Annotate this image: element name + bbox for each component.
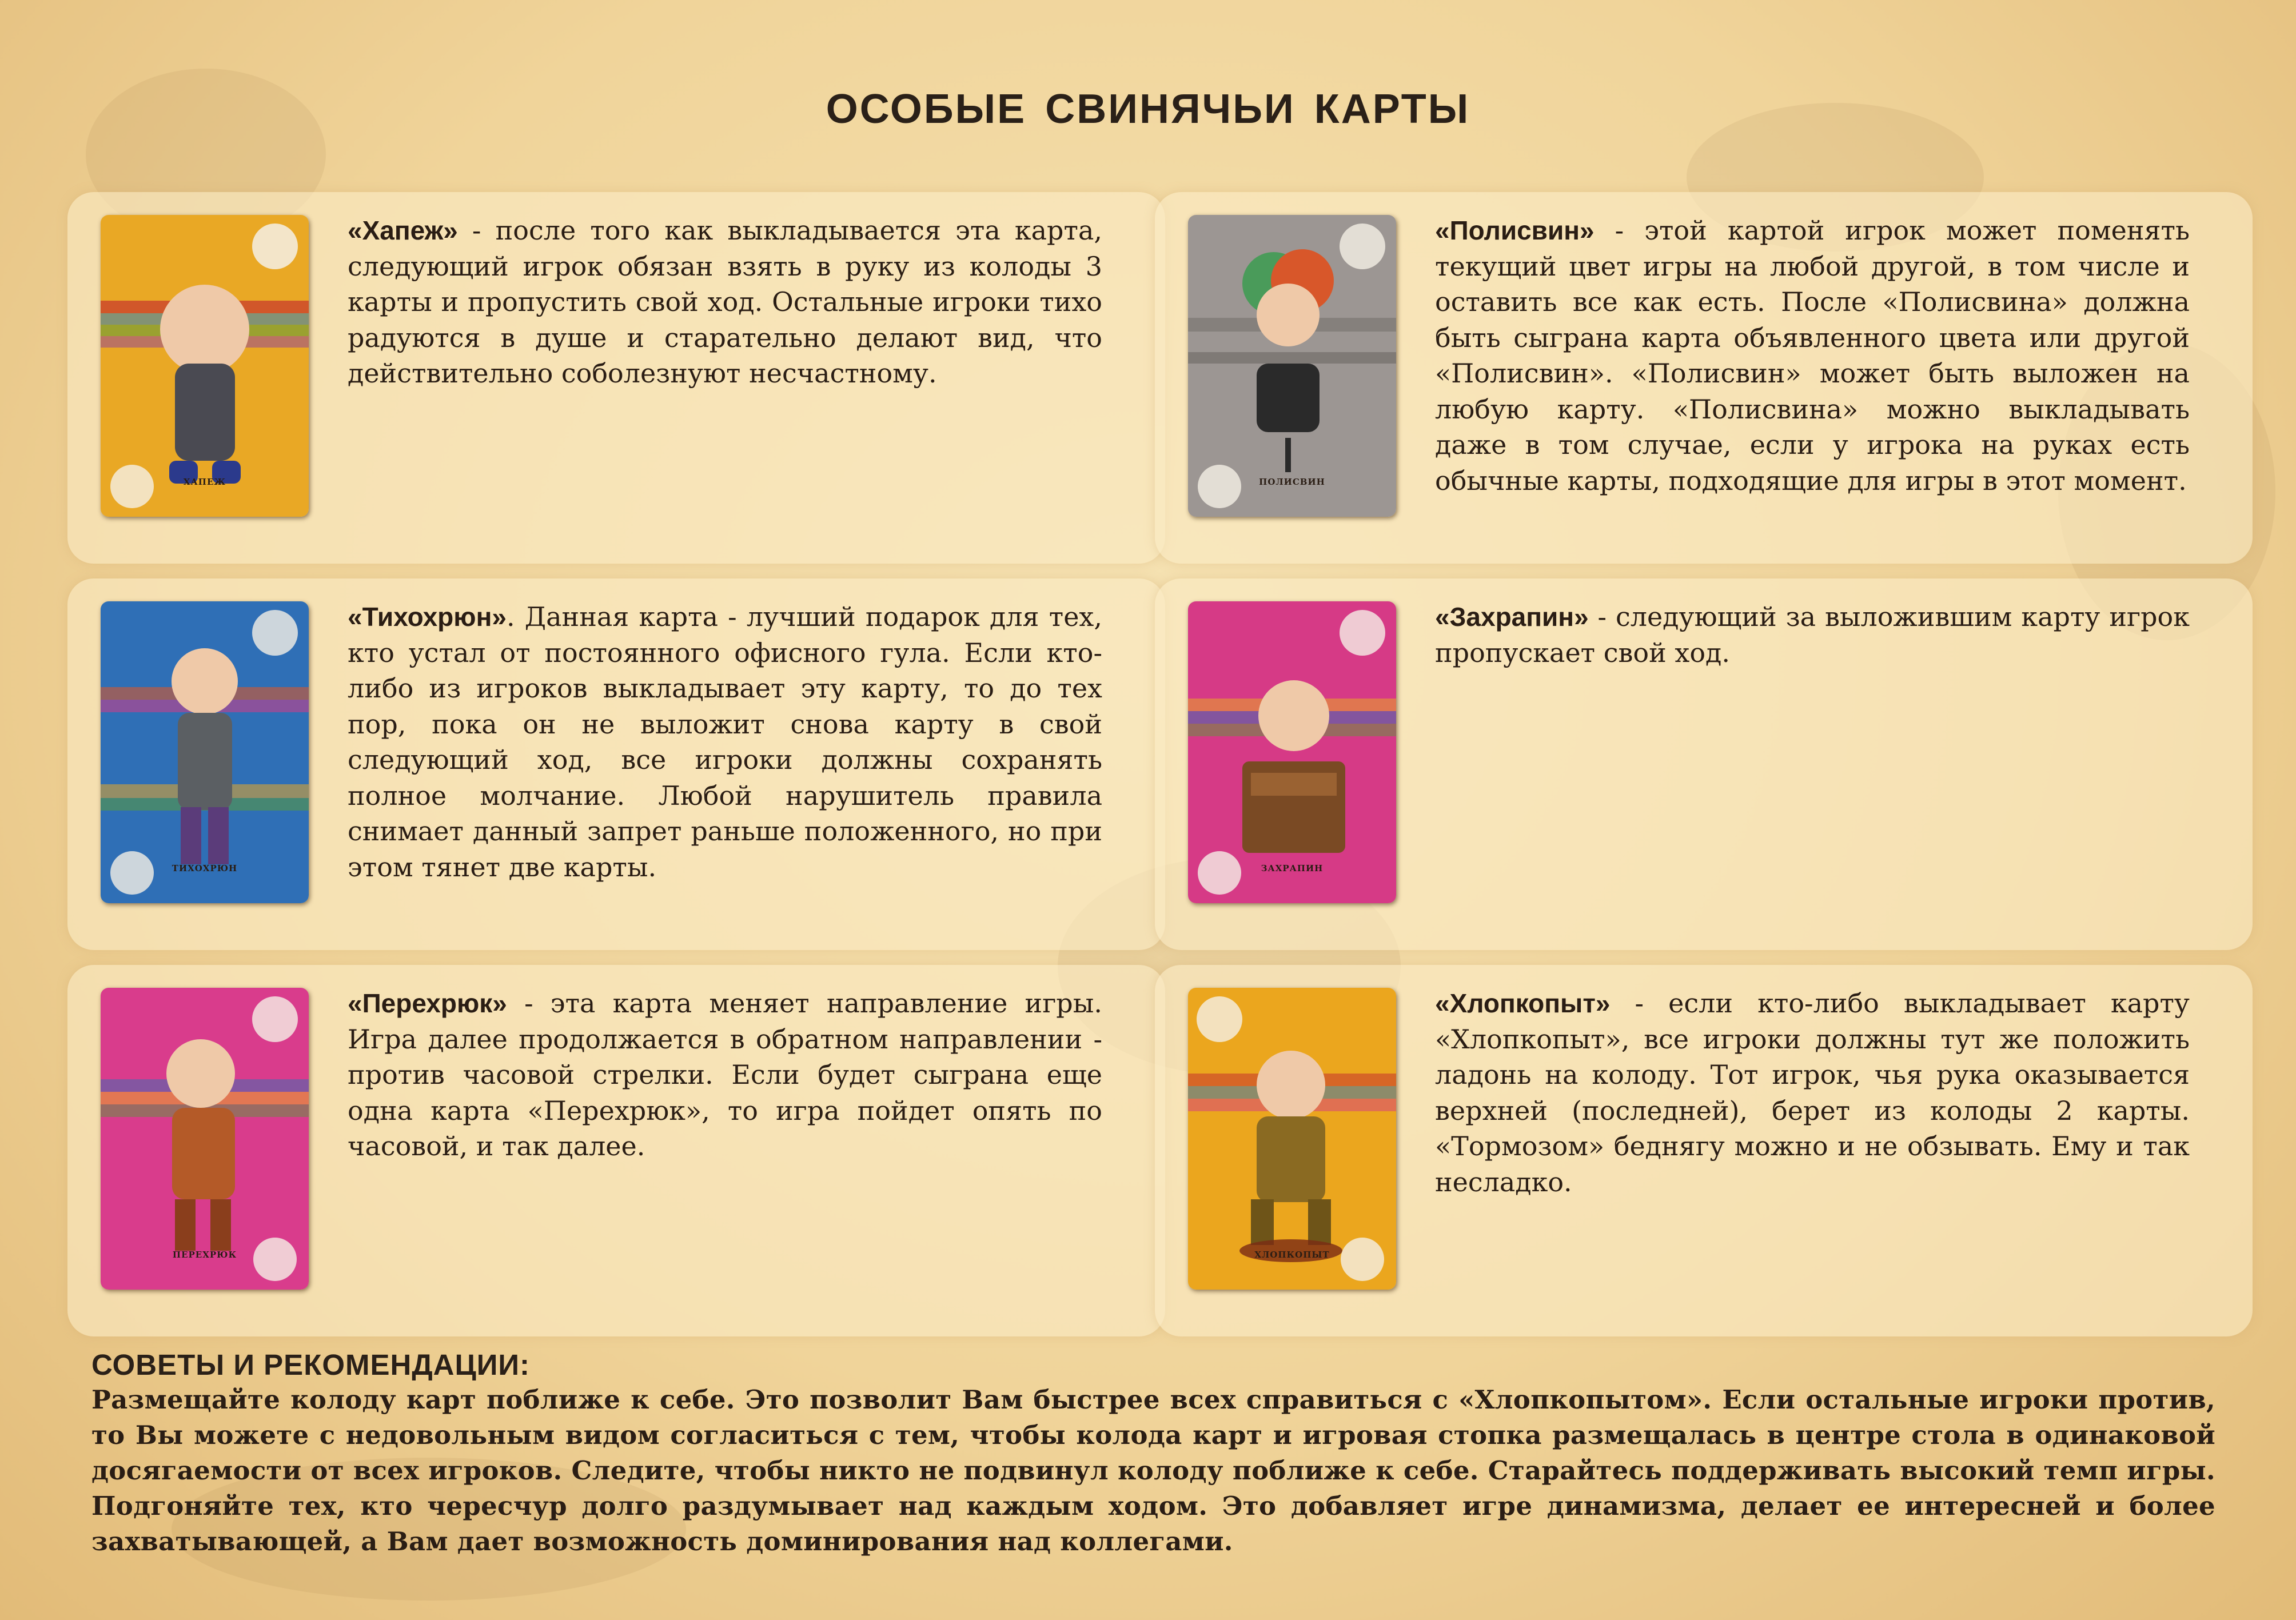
- card-label: ПОЛИСВИН: [1259, 477, 1325, 487]
- card-description: [1435, 985, 2190, 1200]
- card-name: «Перехрюк»: [348, 988, 507, 1018]
- card-label: ХЛОПКОПЫТ: [1254, 1250, 1330, 1260]
- card-panel-tihohryun: [67, 578, 1165, 950]
- card-label: ПЕРЕХРЮК: [172, 1250, 237, 1260]
- card-text: - следующий за выложившим карту игрок пропускает свой ход.: [1435, 601, 2190, 668]
- card-panel-hapezh: [67, 192, 1165, 564]
- card-illustration: [101, 215, 309, 517]
- card-label: ХАПЕЖ: [183, 477, 226, 487]
- card-name: «Полисвин»: [1435, 216, 1595, 245]
- card-panel-polisvin: [1155, 192, 2253, 564]
- tips-text: Размещайте колоду карт поближе к себе. Это позволит Вам быстрее всех справиться с «Хлопкопытом». Если остальные игроки против, то Вы можете с недовольным видом согласиться с тем, чтобы колода карт и игровая стопка размещалась в центре стола в одинаковой досягаемости от всех игроков. Следите, чтобы никто не подвинул колоду поближе к себе. Старайтесь поддерживать высокий темп игры. Подгоняйте тех, кто чересчур долго раздумывает над каждым ходом. Это добавляет игре динамизма, делает ее интересней и более захватывающей, а Вам дает возможность доминирования над коллегами.: [91, 1384, 2215, 1557]
- card-image-polisvin: [1188, 215, 1396, 517]
- card-illustration: [1188, 988, 1396, 1290]
- card-description: [1435, 213, 2190, 498]
- card-label: ТИХОХРЮН: [172, 863, 238, 873]
- card-illustration: [101, 988, 309, 1290]
- card-text: . Данная карта - лучший подарок для тех, кто устал от постоянного офисного гула. Если кто-либо из игроков выкладывает эту карту, то до тех пор, пока он не выложит снова карту в свой следующий ход, все игроки должны сохранять полное молчание. Любой нарушитель правила снимает данный запрет раньше положенного, но при этом тянет две карты.: [348, 601, 1102, 883]
- card-text: - если кто-либо выкладывает карту «Хлопкопыт», все игроки должны тут же положить ладонь на колоду. Тот игрок, чья рука оказывается верхней (последней), берет из колоды 2 карты. «Тормозом» беднягу можно и не обзывать. Ему и так несладко.: [1435, 988, 2190, 1198]
- card-text: - после того как выкладывается эта карта, следующий игрок обязан взять в руку из колоды 3 карты и пропустить свой ход. Остальные игроки тихо радуются в душе и старательно делают вид, что действительно соболезнуют несчастному.: [348, 215, 1102, 389]
- card-label: ЗАХРАПИН: [1261, 863, 1324, 873]
- tips-heading: СОВЕТЫ И РЕКОМЕНДАЦИИ:: [91, 1348, 531, 1381]
- card-illustration: [1188, 601, 1396, 903]
- card-image-hapezh: [101, 215, 309, 517]
- card-illustration: [1188, 215, 1396, 517]
- card-name: «Хапеж»: [348, 216, 458, 245]
- card-description: [348, 213, 1102, 392]
- card-panel-perehryuk: [67, 965, 1165, 1336]
- card-name: «Захрапин»: [1435, 602, 1589, 632]
- card-name: «Хлопкопыт»: [1435, 988, 1611, 1018]
- card-description: [348, 985, 1102, 1164]
- card-image-perehryuk: [101, 988, 309, 1290]
- card-panel-zahrapin: [1155, 578, 2253, 950]
- card-description: [348, 599, 1102, 885]
- page-title: ОСОБЫЕ СВИНЯЧЬИ КАРТЫ: [826, 86, 1470, 132]
- card-name: «Тихохрюн»: [348, 602, 507, 632]
- card-text: - этой картой игрок может поменять текущий цвет игры на любой другой, в том числе и оставить все как есть. После «Полисвина» должна быть сыграна карта объявленного цвета или другой «Полисвин». «Полисвин» может быть выложен на любую карту. «Полисвина» можно выкладывать даже в том случае, если у игрока на руках есть обычные карты, подходящие для игры в этот момент.: [1435, 215, 2190, 496]
- card-text: - эта карта меняет направление игры. Игра далее продолжается в обратном направлении - против часовой стрелки. Если будет сыграна еще одна карта «Перехрюк», то игра пойдет опять по часовой, и так далее.: [348, 988, 1102, 1162]
- card-description: [1435, 599, 2190, 671]
- card-image-tihohryun: [101, 601, 309, 903]
- card-image-hlopkopyt: [1188, 988, 1396, 1290]
- card-panel-hlopkopyt: [1155, 965, 2253, 1336]
- card-image-zahrapin: [1188, 601, 1396, 903]
- card-illustration: [101, 601, 309, 903]
